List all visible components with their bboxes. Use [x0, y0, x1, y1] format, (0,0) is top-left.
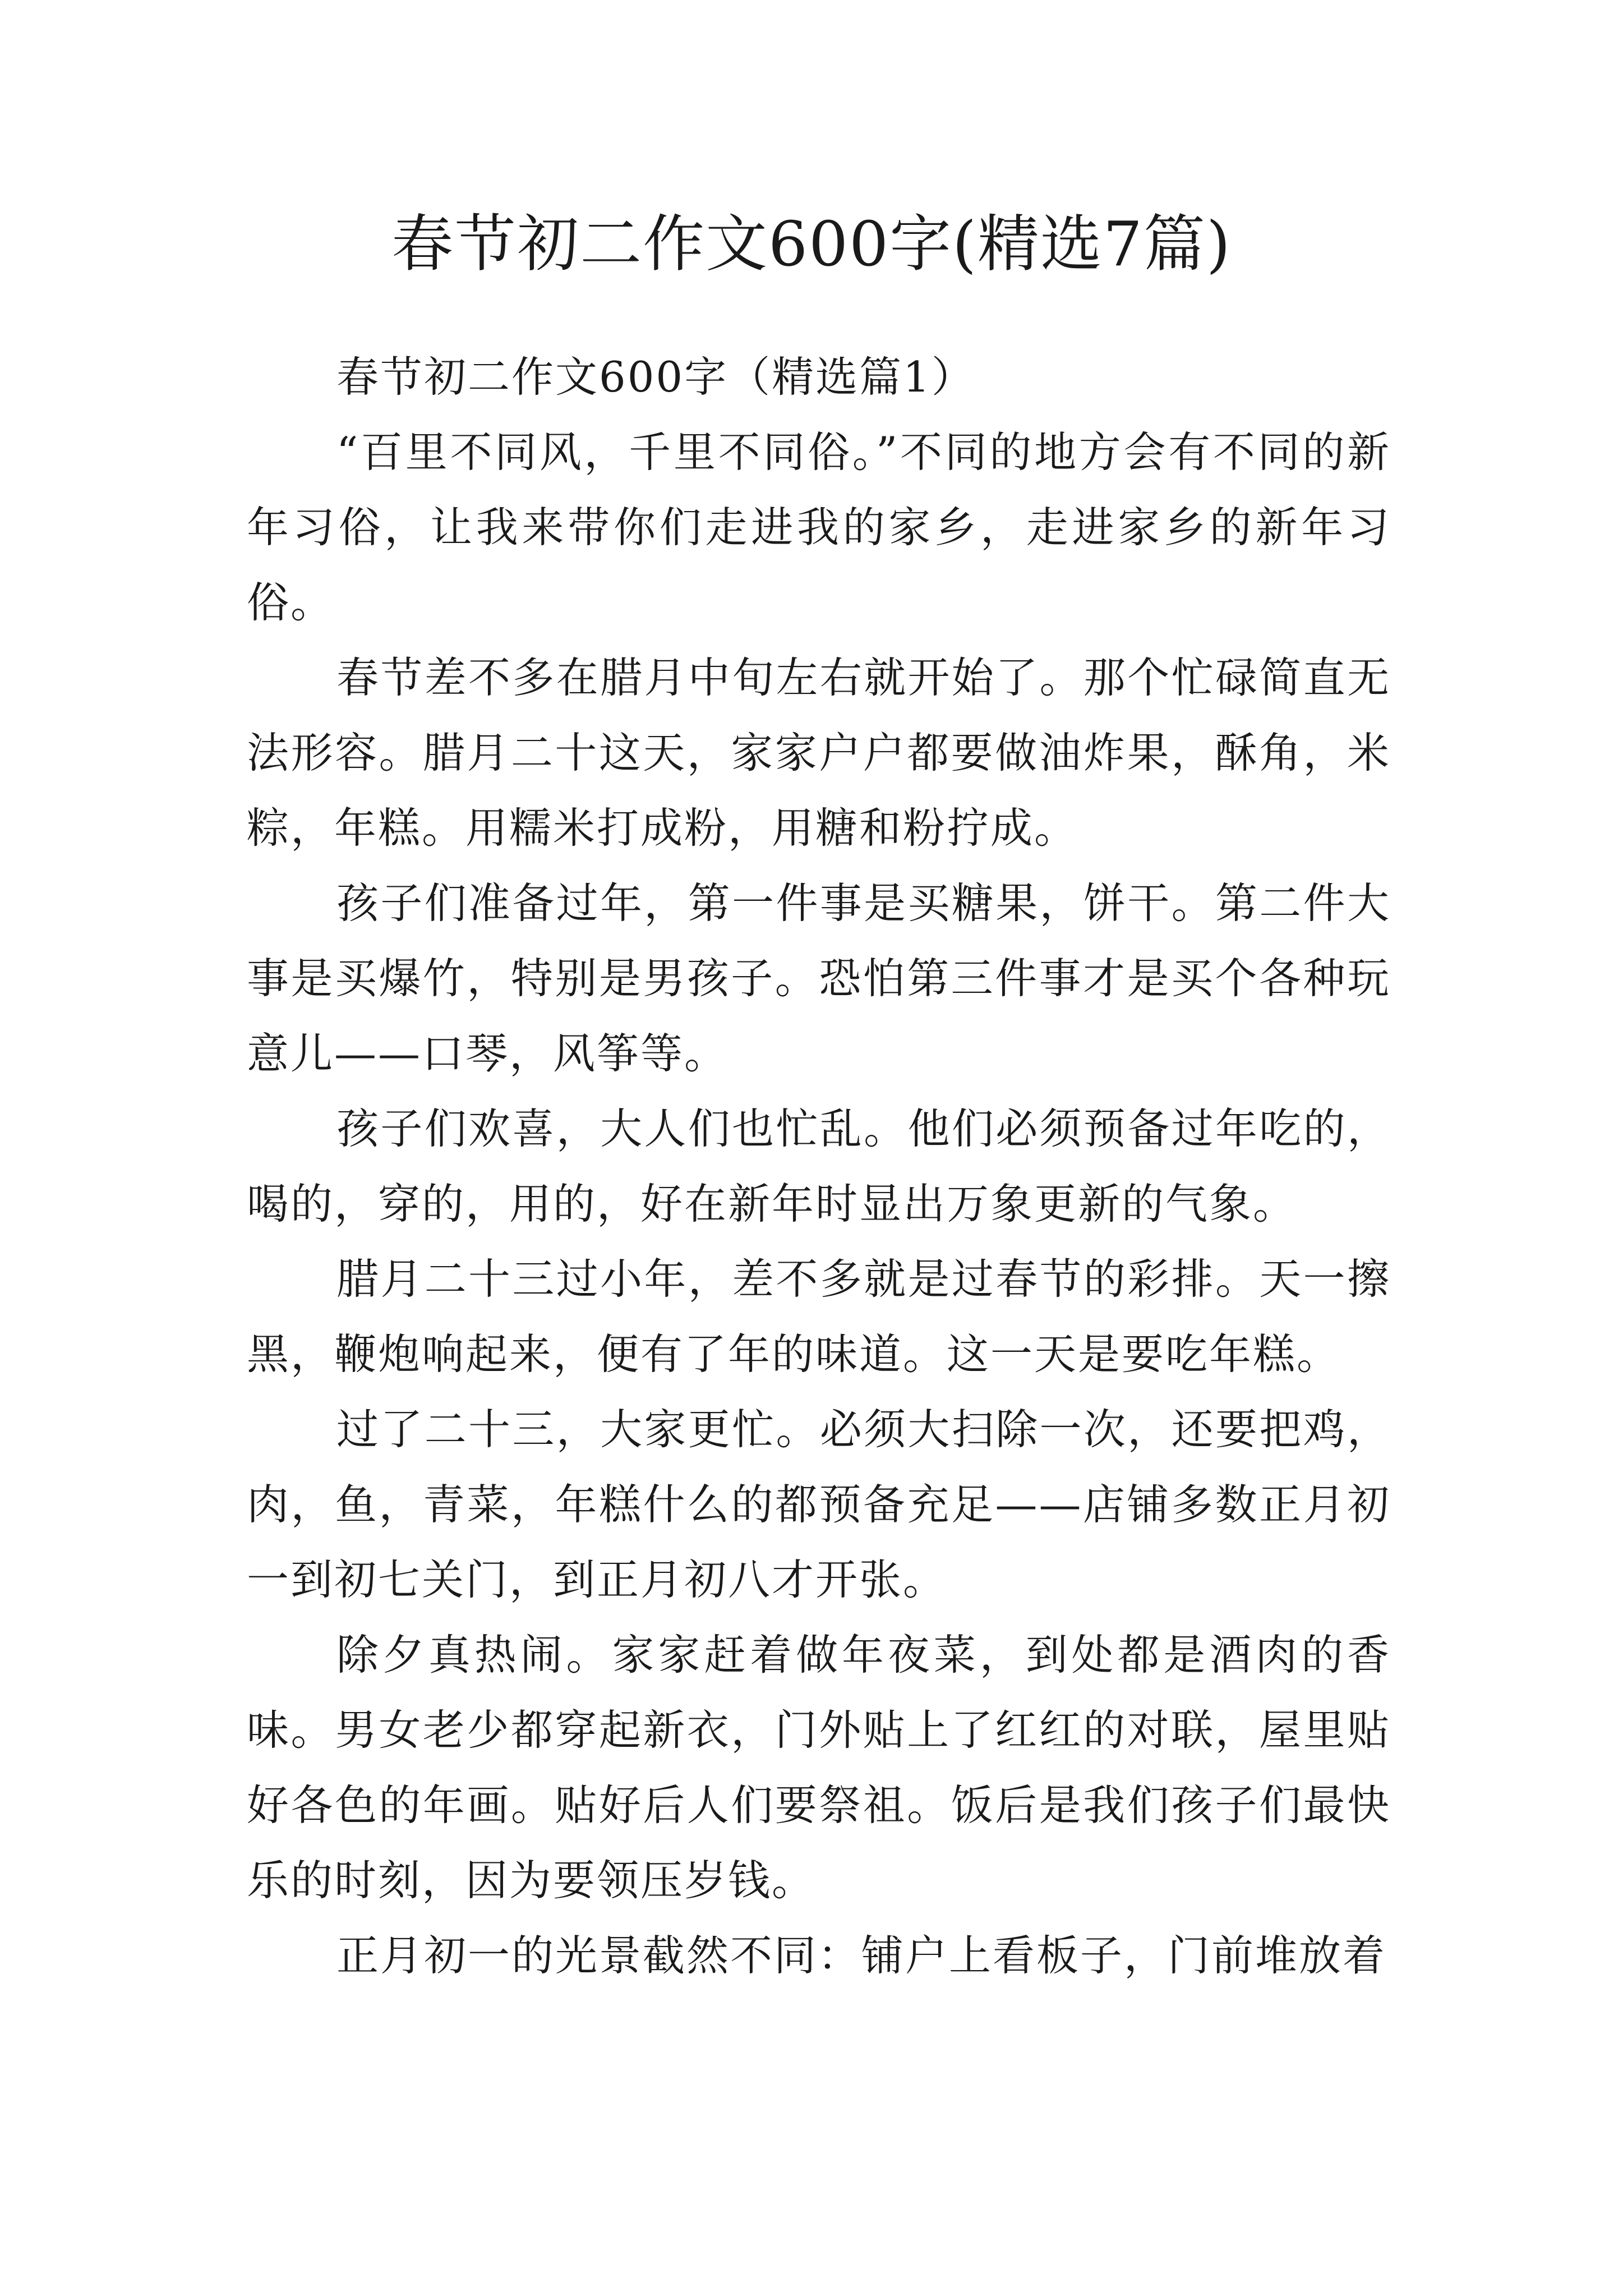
paragraph: 除夕真热闹。家家赶着做年夜菜，到处都是酒肉的香味。男女老少都穿起新衣，门外贴上了红红的对联，屋里贴好各色的年画。贴好后人们要祭祖。饭后是我们孩子们最快乐的时刻，因为要领压岁钱。	[247, 1630, 1391, 1905]
paragraph: 过了二十三，大家更忙。必须大扫除一次，还要把鸡，肉，鱼，青菜，年糕什么的都预备充足——店铺多数正月初一到初七关门，到正月初八才开张。	[247, 1405, 1391, 1604]
document-body	[247, 339, 1391, 1993]
document-title: 春节初二作文600字(精选7篇)	[391, 208, 1232, 280]
paragraph: 孩子们欢喜，大人们也忙乱。他们必须预备过年吃的，喝的，穿的，用的，好在新年时显出万象更新的气象。	[247, 1104, 1391, 1228]
section-heading: 春节初二作文600字（精选篇1）	[336, 352, 975, 402]
paragraph: 正月初一的光景截然不同：铺户上看板子，门前堆放着	[336, 1931, 1387, 1980]
paragraph: 孩子们准备过年，第一件事是买糖果，饼干。第二件大事是买爆竹，特别是男孩子。恐怕第三件事才是买个各种玩意儿——口琴，风筝等。	[247, 878, 1391, 1078]
paragraph: “百里不同风，千里不同俗。”不同的地方会有不同的新年习俗，让我来带你们走进我的家乡，走进家乡的新年习俗。	[247, 427, 1391, 627]
paragraph: 腊月二十三过小年，差不多就是过春节的彩排。天一擦黑，鞭炮响起来，便有了年的味道。这一天是要吃年糕。	[247, 1254, 1391, 1379]
paragraph: 春节差不多在腊月中旬左右就开始了。那个忙碌简直无法形容。腊月二十这天，家家户户都要做油炸果，酥角，米粽，年糕。用糯米打成粉，用糖和粉拧成。	[247, 653, 1391, 853]
